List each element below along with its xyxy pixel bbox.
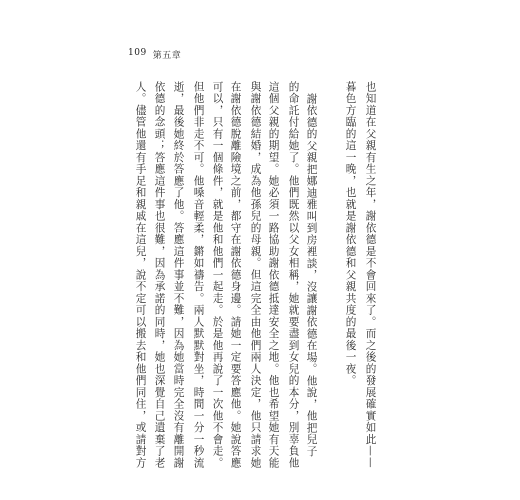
text-column: 人。儘管他還有手足和親戚在這兒，說不定可以搬去和他們同住，或請對方 [134, 81, 147, 469]
paragraph-start-column: 謝依德的父親把娜迪雅叫到房裡談，沒讓謝依德在場。他說，他把兒子 [305, 93, 318, 458]
text-column: 可以，只有一個條件，就是他和他們一起走。於是他再說了一次他不會走。 [211, 81, 224, 469]
text-column: 也知道在父親有生之年，謝依德是不會回來了。而之後的發展確實如此—— [364, 81, 377, 469]
text-column: 在謝依德脫離險境之前，都守在謝依德身邊。請她一定要答應他。她說答應 [229, 81, 242, 469]
text-column: 與謝依德結婚，成為他孫兒的母親。但這完全由他們兩人決定，他只請求她 [249, 81, 262, 469]
text-column: 的命託付給她了。他們既然以父女相稱，她就要盡到女兒的本分，別辜負他 [287, 81, 300, 469]
text-column: 這個父親的期望。她必須一路協助謝依德抵達安全之地。他也希望她有天能 [267, 81, 280, 469]
page-number: 109 [128, 48, 147, 58]
text-column: 依德的念頭；答應這件事也很難，因為承諾的同時，她也深覺自己遺棄了老 [153, 81, 166, 469]
chapter-title: 第五章 [152, 51, 182, 61]
text-column: 暮色方臨的這一晚，也就是謝依德和父親共度的最後一夜。 [344, 81, 357, 387]
text-column: 逝，最後她終於答應了他。答應這件事並不難，因為她當時完全沒有離開謝 [172, 81, 185, 469]
page-header [128, 48, 181, 61]
text-column: 但他們非走不可。他嗓音輕柔，鏘如禱告。兩人默默對坐，時間一分一秒流 [192, 81, 205, 469]
